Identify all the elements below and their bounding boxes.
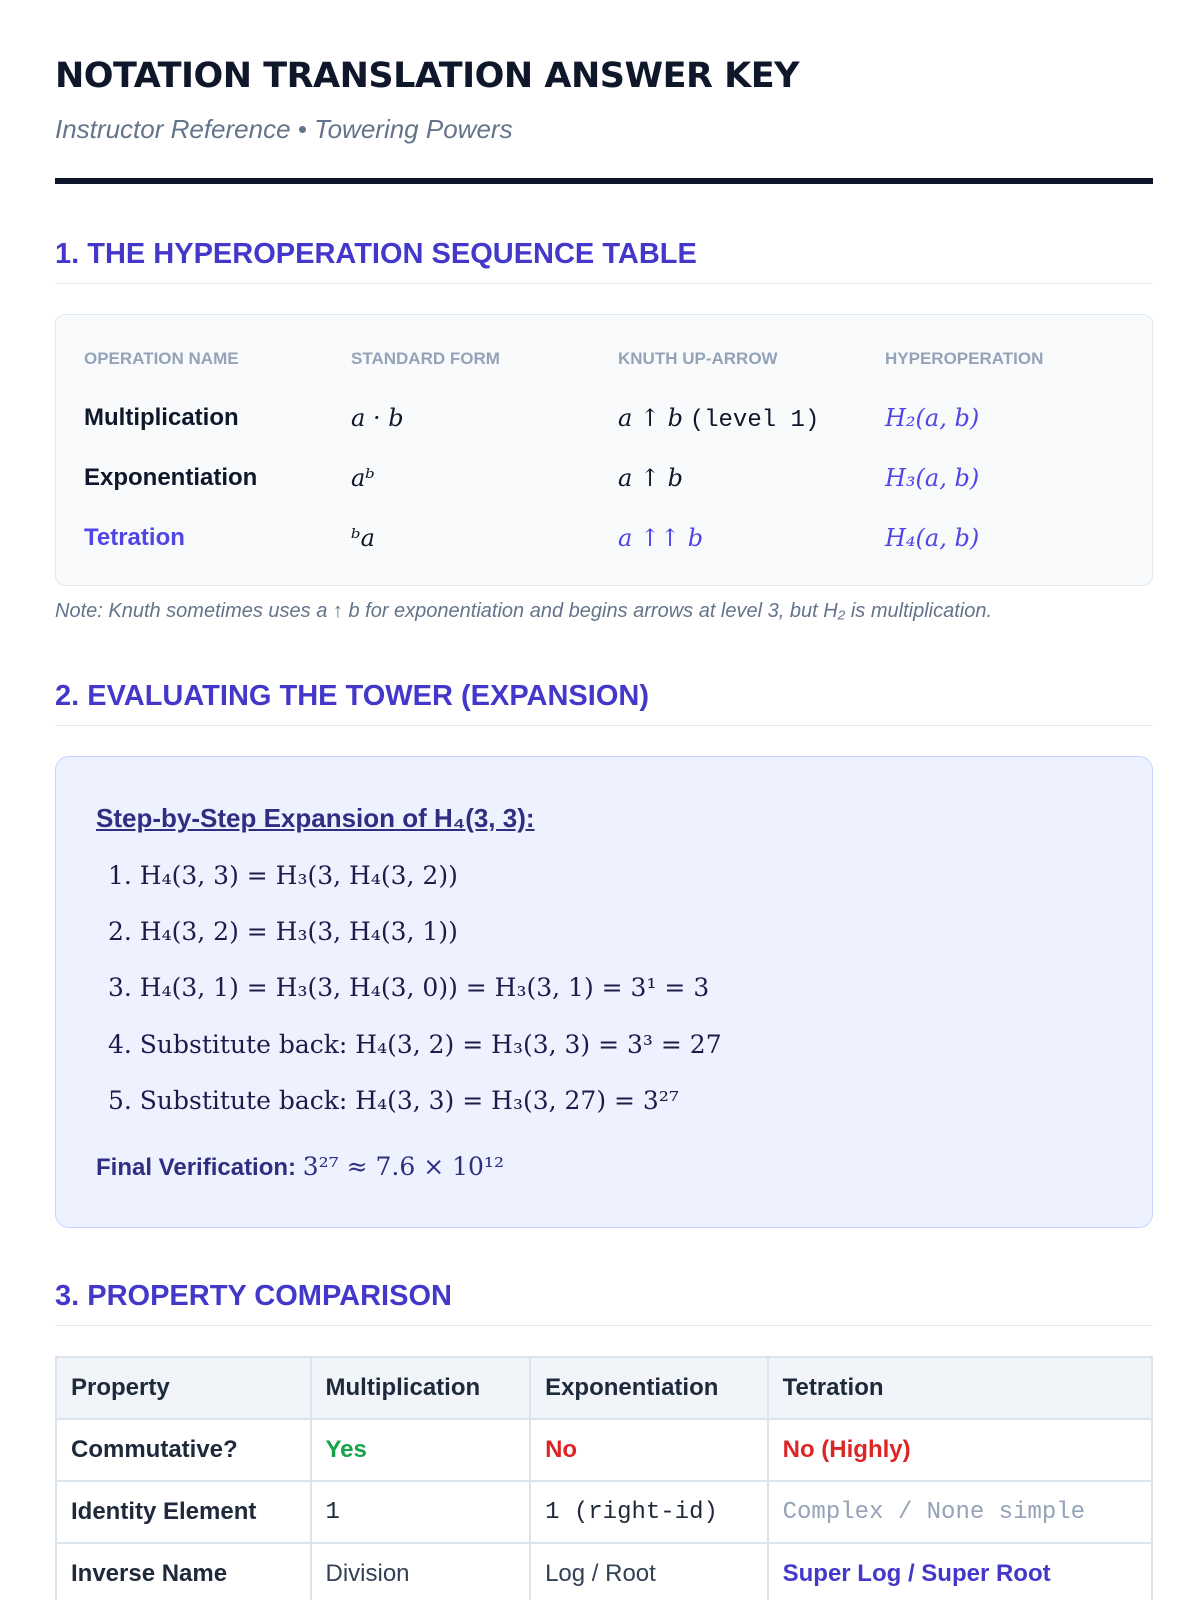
cell-multiplication: Yes [311,1419,531,1481]
hyperoperation-table [55,314,1153,586]
row-tetration-knuth: a ↑↑ b [618,524,704,552]
section-2-heading: 2. EVALUATING THE TOWER (EXPANSION) [55,680,1153,726]
knuth-note: Note: Knuth sometimes uses a ↑ b for exponentiation and begins arrows at level 3, but H₂ is multiplication. [55,600,993,622]
expansion-card [55,756,1153,1228]
column-header-operation-name: OPERATION NAME [84,349,239,368]
row-tetration-hyper: H₄(a, b) [885,524,980,552]
cell-tetration: Super Log / Super Root [768,1543,1152,1600]
table-row [56,1419,1152,1481]
property-comparison-table [55,1356,1153,1600]
row-multiplication-hyper: H₂(a, b) [885,404,980,432]
table-row [56,1543,1152,1600]
cell-exponentiation: No [530,1419,768,1481]
header-tetration: Tetration [768,1357,1152,1419]
row-tetration-standard: ᵇa [351,524,375,552]
final-verification-label: Final Verification: [96,1154,297,1181]
title-divider [55,178,1153,184]
page-title: NOTATION TRANSLATION ANSWER KEY [55,56,800,96]
expansion-step: 1. H₄(3, 3) = H₃(3, H₄(3, 2)) [108,861,458,890]
page-subtitle: Instructor Reference • Towering Powers [55,114,513,144]
row-multiplication-name: Multiplication [84,404,239,431]
expansion-step: 3. H₄(3, 1) = H₃(3, H₄(3, 0)) = H₃(3, 1) = 3¹ = 3 [108,973,710,1002]
row-exponentiation-hyper: H₃(a, b) [885,464,980,492]
row-exponentiation-name: Exponentiation [84,464,258,491]
cell-tetration: No (Highly) [768,1419,1152,1481]
cell-property: Commutative? [56,1419,311,1481]
table-header-row [56,1357,1152,1419]
row-exponentiation-knuth: a ↑ b [618,464,684,492]
final-verification [96,1152,504,1182]
cell-multiplication: Division [311,1543,531,1600]
column-header-standard-form: STANDARD FORM [351,349,500,368]
column-header-knuth-up-arrow: KNUTH UP-ARROW [618,349,778,368]
knuth-notation: a ↑ b [618,404,684,432]
column-header-hyperoperation: HYPEROPERATION [885,349,1044,368]
row-multiplication-knuth [618,403,819,436]
cell-property: Inverse Name [56,1543,311,1600]
section-1-heading: 1. THE HYPEROPERATION SEQUENCE TABLE [55,238,1153,284]
header-property: Property [56,1357,311,1419]
expansion-title: Step-by-Step Expansion of H₄(3, 3): [96,803,535,833]
row-tetration-name: Tetration [84,524,185,551]
final-verification-value: 3²⁷ ≈ 7.6 × 10¹² [302,1152,504,1181]
header-exponentiation: Exponentiation [530,1357,768,1419]
expansion-step: 4. Substitute back: H₄(3, 2) = H₃(3, 3) = 3³ = 27 [108,1030,722,1059]
cell-multiplication: 1 [311,1481,531,1543]
expansion-step: 5. Substitute back: H₄(3, 3) = H₃(3, 27) = 3²⁷ [108,1086,679,1115]
table-row [56,1481,1152,1543]
header-multiplication: Multiplication [311,1357,531,1419]
expansion-step: 2. H₄(3, 2) = H₃(3, H₄(3, 1)) [108,917,458,946]
cell-tetration: Complex / None simple [768,1481,1152,1543]
row-multiplication-standard: a · b [351,404,404,432]
knuth-level-note: (level 1) [689,407,820,434]
cell-exponentiation: 1 (right-id) [530,1481,768,1543]
cell-property: Identity Element [56,1481,311,1543]
row-exponentiation-standard: aᵇ [351,464,375,492]
section-3-heading: 3. PROPERTY COMPARISON [55,1280,1153,1326]
cell-exponentiation: Log / Root [530,1543,768,1600]
